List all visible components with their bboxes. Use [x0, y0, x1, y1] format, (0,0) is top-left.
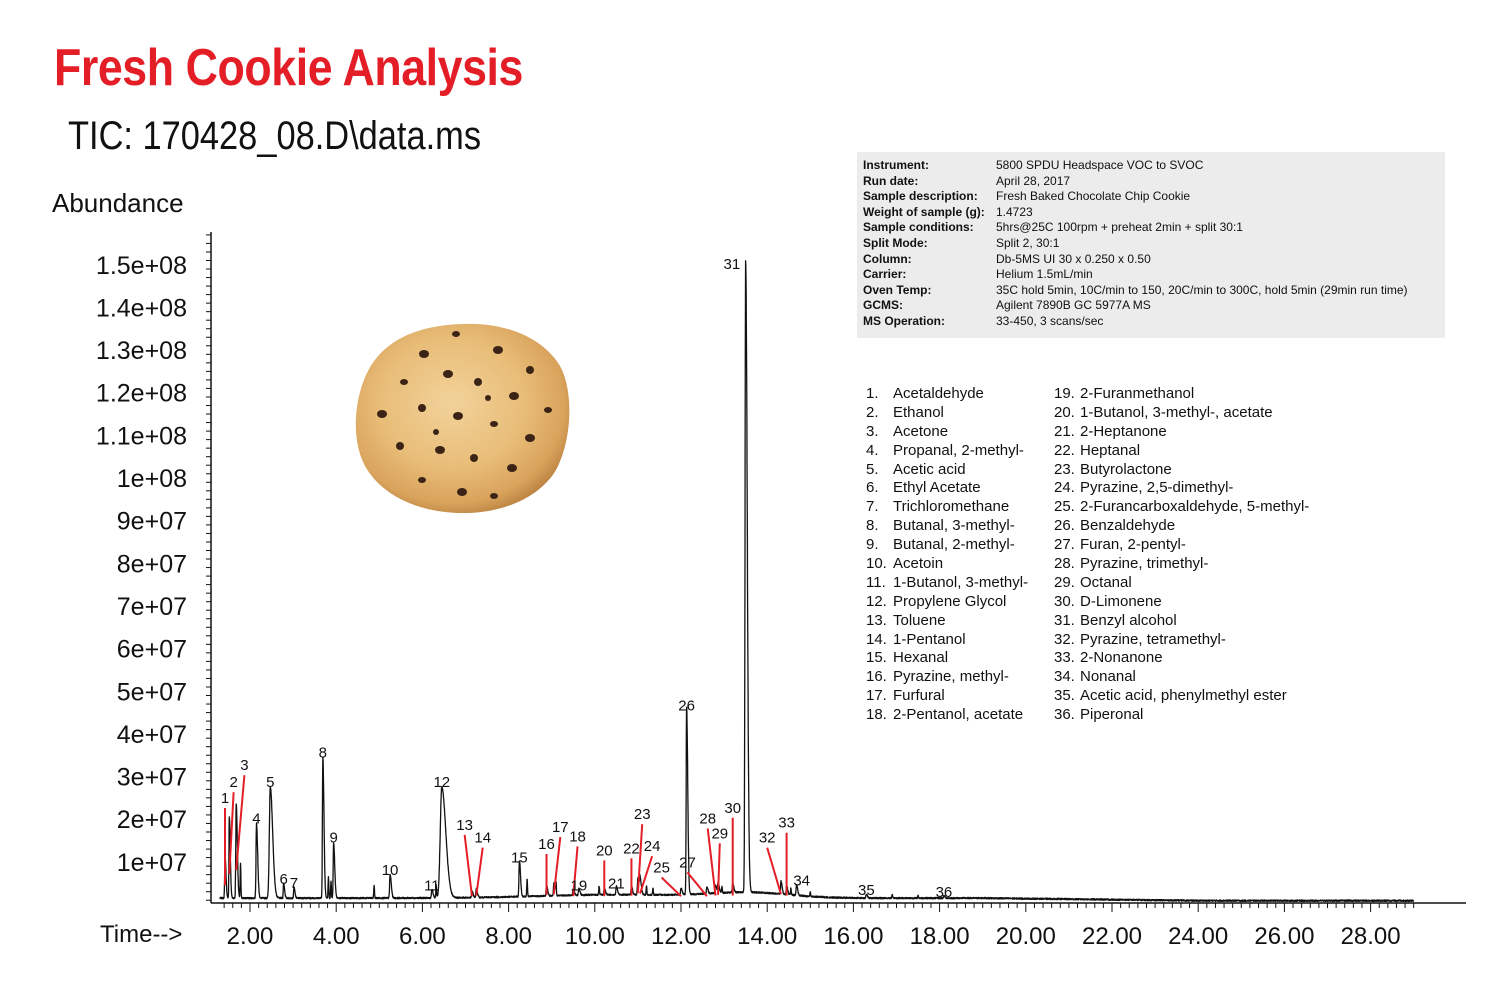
x-tick-label: 10.00	[564, 923, 625, 950]
legend-compound-name: Ethanol	[893, 403, 944, 421]
legend-item	[1054, 423, 1309, 442]
legend-number: 24.	[1054, 479, 1075, 497]
legend-number: 30.	[1054, 592, 1075, 610]
y-tick-label: 1.2e+08	[95, 379, 187, 408]
info-key: Column:	[863, 251, 912, 266]
legend-item	[1054, 479, 1309, 498]
legend-number: 25.	[1054, 498, 1075, 516]
legend-compound-name: Ethyl Acetate	[893, 479, 981, 497]
x-tick-label: 28.00	[1340, 923, 1401, 950]
info-value: Helium 1.5mL/min	[996, 267, 1093, 282]
peak-label: 33	[778, 814, 795, 832]
legend-number: 9.	[866, 536, 879, 554]
legend-number: 27.	[1054, 536, 1075, 554]
x-tick-label: 12.00	[650, 923, 712, 950]
peak-label: 35	[857, 882, 875, 900]
x-tick-label: 2.00	[226, 923, 274, 950]
legend-number: 14.	[866, 630, 887, 648]
legend-number: 33.	[1054, 649, 1075, 667]
info-row	[863, 236, 1439, 252]
legend-compound-name: 2-Heptanone	[1080, 422, 1167, 440]
info-key: Run date:	[863, 173, 919, 188]
legend-compound-name: Pyrazine, trimethyl-	[1080, 555, 1209, 573]
legend-item	[1054, 668, 1309, 687]
legend-item	[866, 574, 1028, 593]
legend-number: 21.	[1054, 422, 1075, 440]
legend-compound-name: D-Limonene	[1080, 592, 1162, 610]
info-value: Agilent 7890B GC 5977A MS	[996, 298, 1151, 313]
legend-item	[866, 593, 1028, 612]
chart-subtitle: TIC: 170428_08.D\data.ms	[68, 114, 482, 158]
legend-compound-name: Pyrazine, 2,5-dimethyl-	[1080, 479, 1234, 497]
peak-label: 9	[329, 829, 338, 847]
legend-number: 11.	[866, 573, 886, 591]
x-tick-label: 6.00	[399, 923, 446, 950]
legend-item	[1054, 649, 1309, 668]
legend-compound-name: Benzaldehyde	[1080, 517, 1176, 535]
peak-label: 3	[240, 757, 249, 775]
info-key: Sample description:	[863, 189, 978, 204]
info-row	[863, 158, 1439, 174]
legend-item	[1054, 442, 1309, 461]
legend-item	[1054, 517, 1309, 536]
peak-label: 2	[229, 774, 238, 792]
legend-item	[866, 517, 1028, 536]
peak-label: 25	[653, 859, 670, 877]
x-tick-label: 18.00	[909, 923, 970, 950]
info-row	[863, 298, 1439, 314]
legend-number: 16.	[866, 668, 887, 686]
y-tick-label: 1e+07	[116, 848, 187, 877]
legend-number: 5.	[866, 460, 879, 478]
legend-item	[866, 555, 1028, 574]
legend-item	[1054, 631, 1309, 650]
y-axis-label: Abundance	[52, 188, 184, 218]
x-tick-label: 24.00	[1168, 923, 1229, 950]
legend-item	[866, 536, 1028, 555]
x-tick-label: 8.00	[485, 923, 532, 950]
peak-label: 26	[678, 697, 695, 715]
legend-item	[866, 687, 1028, 706]
legend-compound-name: Piperonal	[1080, 706, 1144, 724]
cookie-image	[352, 320, 574, 516]
peak-label: 6	[279, 871, 288, 889]
legend-number: 36.	[1054, 706, 1075, 724]
x-tick-label: 22.00	[1081, 923, 1143, 950]
x-tick-label: 20.00	[995, 923, 1056, 950]
legend-number: 13.	[866, 611, 887, 629]
y-tick-label: 4e+07	[116, 720, 187, 749]
info-value: Db-5MS UI 30 x 0.250 x 0.50	[996, 251, 1151, 266]
peak-label: 1	[220, 789, 230, 807]
info-row	[863, 314, 1439, 330]
legend-compound-name: Furfural	[893, 687, 945, 705]
y-tick-label: 6e+07	[116, 635, 187, 664]
info-value: 35C hold 5min, 10C/min to 150, 20C/min to 300C, hold 5min (29min run time)	[996, 282, 1408, 297]
y-tick-label: 3e+07	[116, 763, 187, 792]
compound-legend	[866, 385, 1386, 730]
y-tick-label: 1.4e+08	[95, 294, 187, 323]
legend-compound-name: Acetone	[893, 422, 949, 440]
info-row	[863, 205, 1439, 221]
legend-item	[1054, 687, 1309, 706]
legend-compound-name: 2-Nonanone	[1080, 649, 1163, 667]
legend-compound-name: Acetic acid, phenylmethyl ester	[1080, 687, 1287, 705]
legend-compound-name: Propylene Glycol	[893, 592, 1007, 610]
instrument-info-panel	[857, 152, 1445, 338]
legend-compound-name: 1-Pentanol	[893, 630, 966, 648]
legend-item	[1054, 536, 1309, 555]
peak-label: 4	[252, 810, 261, 828]
info-value: 33-450, 3 scans/sec	[996, 313, 1104, 328]
legend-number: 15.	[866, 649, 887, 667]
info-key: Sample conditions:	[863, 220, 974, 235]
info-key: Carrier:	[863, 267, 907, 282]
legend-item	[866, 479, 1028, 498]
legend-compound-name: Benzyl alcohol	[1080, 611, 1177, 629]
info-key: Weight of sample (g):	[863, 204, 985, 219]
info-row	[863, 189, 1439, 205]
peak-label: 32	[758, 829, 776, 847]
x-tick-label: 14.00	[737, 923, 798, 950]
info-value: 5800 SPDU Headspace VOC to SVOC	[996, 158, 1204, 172]
legend-number: 32.	[1054, 630, 1075, 648]
peak-label: 18	[569, 828, 586, 846]
peak-label: 7	[289, 874, 299, 892]
legend-item	[866, 423, 1028, 442]
x-tick-label: 4.00	[312, 923, 360, 950]
legend-number: 7.	[866, 498, 879, 516]
legend-compound-name: 1-Butanol, 3-methyl-, acetate	[1080, 403, 1273, 421]
legend-number: 26.	[1054, 517, 1075, 535]
peak-label: 14	[474, 829, 492, 847]
info-row	[863, 283, 1439, 299]
y-tick-label: 7e+07	[116, 592, 187, 621]
peak-label: 34	[793, 872, 811, 890]
peak-label: 10	[381, 862, 399, 880]
x-tick-label: 16.00	[823, 923, 884, 950]
peak-label: 27	[679, 854, 696, 872]
peak-label: 31	[723, 256, 741, 274]
y-tick-label: 1.1e+08	[95, 422, 187, 451]
peak-leader-line	[662, 878, 681, 897]
legend-item	[1054, 706, 1309, 725]
legend-item	[1054, 574, 1309, 593]
peak-leader-line	[465, 835, 472, 896]
legend-number: 1.	[866, 385, 879, 402]
legend-number: 29.	[1054, 573, 1075, 591]
legend-column-1	[866, 385, 1028, 725]
legend-item	[1054, 498, 1309, 517]
peak-label: 13	[456, 816, 473, 834]
peak-label: 5	[266, 774, 275, 792]
y-tick-label: 9e+07	[116, 507, 187, 536]
legend-number: 19.	[1054, 385, 1075, 402]
legend-number: 10.	[866, 555, 887, 573]
legend-item	[866, 649, 1028, 668]
peak-label: 12	[433, 774, 451, 792]
info-row	[863, 267, 1439, 283]
info-row	[863, 252, 1439, 268]
legend-compound-name: 2-Pentanol, acetate	[893, 706, 1024, 724]
legend-number: 35.	[1054, 687, 1075, 705]
legend-compound-name: 2-Furancarboxaldehyde, 5-methyl-	[1080, 498, 1310, 516]
y-tick-label: 5e+07	[116, 678, 187, 707]
legend-compound-name: Butanal, 3-methyl-	[893, 517, 1015, 535]
legend-number: 2.	[866, 403, 879, 421]
legend-number: 23.	[1054, 460, 1075, 478]
info-row	[863, 220, 1439, 236]
peak-leader-line	[767, 848, 781, 895]
legend-number: 8.	[866, 517, 879, 535]
legend-item	[1054, 612, 1309, 631]
y-tick-label: 2e+07	[116, 806, 187, 835]
peak-labels	[221, 256, 952, 901]
legend-item	[1054, 555, 1309, 574]
y-tick-label: 1e+08	[116, 465, 187, 493]
info-row	[863, 174, 1439, 190]
legend-item	[866, 612, 1028, 631]
y-tick-label: 1.5e+08	[95, 251, 187, 280]
legend-item	[1054, 461, 1309, 480]
legend-compound-name: Octanal	[1080, 573, 1132, 591]
legend-compound-name: Butyrolactone	[1080, 460, 1172, 478]
peak-label: 28	[699, 810, 717, 828]
legend-item	[866, 442, 1028, 461]
peak-label: 16	[538, 836, 555, 854]
legend-item	[866, 668, 1028, 687]
peak-leaders	[225, 775, 787, 896]
peak-label: 24	[643, 838, 661, 856]
legend-compound-name: 1-Butanol, 3-methyl-	[893, 573, 1029, 591]
y-tick-label: 8e+07	[116, 550, 187, 579]
legend-compound-name: Acetoin	[893, 555, 944, 573]
legend-column-2	[1054, 385, 1309, 725]
peak-label: 21	[608, 875, 625, 893]
legend-number: 34.	[1054, 668, 1075, 686]
peak-label: 15	[511, 849, 528, 867]
peak-label: 11	[424, 877, 440, 895]
x-axis-label: Time-->	[100, 921, 183, 948]
legend-compound-name: Hexanal	[893, 649, 949, 667]
peak-label: 29	[711, 825, 729, 843]
legend-item	[1054, 385, 1309, 404]
info-value: April 28, 2017	[996, 173, 1071, 188]
legend-item	[866, 385, 1028, 404]
legend-number: 4.	[866, 441, 879, 459]
peak-label: 17	[551, 818, 569, 836]
peak-label: 22	[623, 840, 640, 858]
legend-item	[866, 631, 1028, 650]
legend-item	[866, 498, 1028, 517]
peak-label: 20	[595, 842, 613, 860]
legend-item	[866, 461, 1028, 480]
info-value: Fresh Baked Chocolate Chip Cookie	[996, 189, 1191, 204]
y-tick-label: 1.3e+08	[95, 337, 187, 366]
info-value: 1.4723	[996, 204, 1033, 219]
peak-label: 30	[724, 799, 742, 817]
info-key: Instrument:	[863, 158, 929, 172]
peak-label: 36	[935, 883, 953, 901]
legend-compound-name: Acetaldehyde	[893, 385, 984, 402]
legend-number: 17.	[866, 687, 887, 705]
legend-compound-name: Acetic acid	[893, 460, 966, 478]
peak-label: 8	[318, 744, 328, 762]
legend-number: 6.	[866, 479, 879, 497]
legend-item	[1054, 593, 1309, 612]
legend-number: 18.	[866, 706, 887, 724]
legend-number: 3.	[866, 422, 879, 440]
legend-number: 12.	[866, 592, 887, 610]
legend-compound-name: Pyrazine, methyl-	[893, 668, 1009, 686]
legend-compound-name: Heptanal	[1080, 441, 1141, 459]
info-key: Split Mode:	[863, 235, 928, 250]
info-value: 5hrs@25C 100rpm + preheat 2min + split 30:1	[996, 220, 1243, 235]
info-key: GCMS:	[863, 298, 903, 313]
peak-leader-line	[476, 848, 482, 896]
legend-compound-name: 2-Furanmethanol	[1080, 385, 1195, 402]
legend-item	[866, 706, 1028, 725]
info-key: Oven Temp:	[863, 282, 932, 297]
peak-label: 23	[633, 806, 651, 824]
legend-compound-name: Nonanal	[1080, 668, 1136, 686]
x-tick-label: 26.00	[1254, 923, 1315, 950]
legend-compound-name: Toluene	[893, 611, 946, 629]
page-title: Fresh Cookie Analysis	[54, 39, 523, 97]
info-key: MS Operation:	[863, 313, 946, 328]
legend-compound-name: Pyrazine, tetramethyl-	[1080, 630, 1226, 648]
info-value: Split 2, 30:1	[996, 235, 1060, 250]
legend-number: 22.	[1054, 441, 1075, 459]
peak-label: 19	[570, 877, 588, 895]
legend-number: 31.	[1054, 611, 1075, 629]
legend-compound-name: Furan, 2-pentyl-	[1080, 536, 1186, 554]
legend-compound-name: Trichloromethane	[893, 498, 1010, 516]
legend-number: 20.	[1054, 403, 1075, 421]
legend-item	[866, 404, 1028, 423]
legend-item	[1054, 404, 1309, 423]
legend-compound-name: Butanal, 2-methyl-	[893, 536, 1015, 554]
legend-number: 28.	[1054, 555, 1075, 573]
legend-compound-name: Propanal, 2-methyl-	[893, 441, 1024, 459]
